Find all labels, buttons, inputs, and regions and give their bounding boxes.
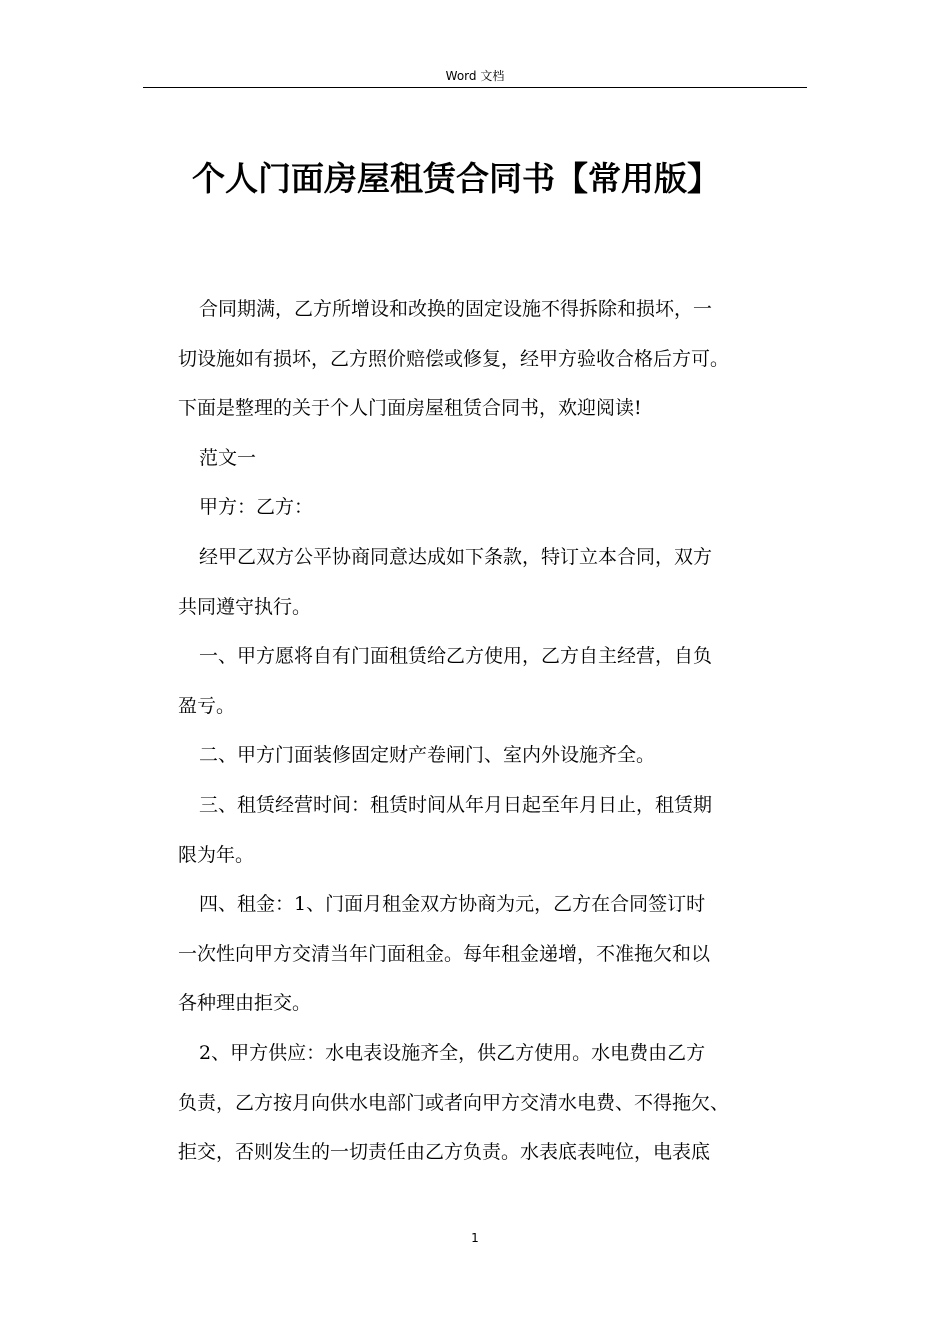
document-body — [178, 285, 814, 1178]
page-header-label: Word 文档 — [445, 69, 505, 83]
body-line: 范文一 — [199, 446, 257, 469]
body-line: 三、租赁经营时间：租赁时间从年月日起至年月日止，租赁期 — [199, 793, 713, 816]
body-line: 甲方：乙方： — [199, 496, 314, 519]
body-line: 切设施如有损坏，乙方照价赔偿或修复，经甲方验收合格后方可。 — [178, 347, 730, 370]
body-line: 盈亏。 — [178, 694, 236, 717]
body-line: 负责，乙方按月向供水电部门或者向甲方交清水电费、不得拖欠、 — [178, 1091, 730, 1114]
document-title: 个人门面房屋租赁合同书【常用版】 — [192, 159, 720, 198]
body-line: 2、甲方供应：水电表设施齐全，供乙方使用。水电费由乙方 — [199, 1041, 706, 1064]
body-line: 二、甲方门面装修固定财产卷闸门、室内外设施齐全。 — [199, 744, 656, 767]
page-number: 1 — [471, 1231, 479, 1245]
body-line: 各种理由拒交。 — [178, 992, 312, 1015]
body-line: 下面是整理的关于个人门面房屋租赁合同书，欢迎阅读! — [178, 397, 642, 420]
header-divider — [143, 87, 807, 88]
body-line: 限为年。 — [178, 843, 255, 866]
body-line: 一次性向甲方交清当年门面租金。每年租金递增，不准拖欠和以 — [178, 942, 711, 965]
body-line: 拒交，否则发生的一切责任由乙方负责。水表底表吨位，电表底 — [178, 1141, 711, 1164]
body-line: 经甲乙双方公平协商同意达成如下条款，特订立本合同，双方 — [199, 545, 713, 568]
body-line: 合同期满，乙方所增设和改换的固定设施不得拆除和损坏，一 — [199, 298, 713, 320]
body-line: 四、租金：1、门面月租金双方协商为元，乙方在合同签订时 — [199, 893, 706, 916]
body-line: 共同遵守执行。 — [178, 595, 312, 618]
body-line: 一、甲方愿将自有门面租赁给乙方使用，乙方自主经营，自负 — [199, 645, 713, 668]
